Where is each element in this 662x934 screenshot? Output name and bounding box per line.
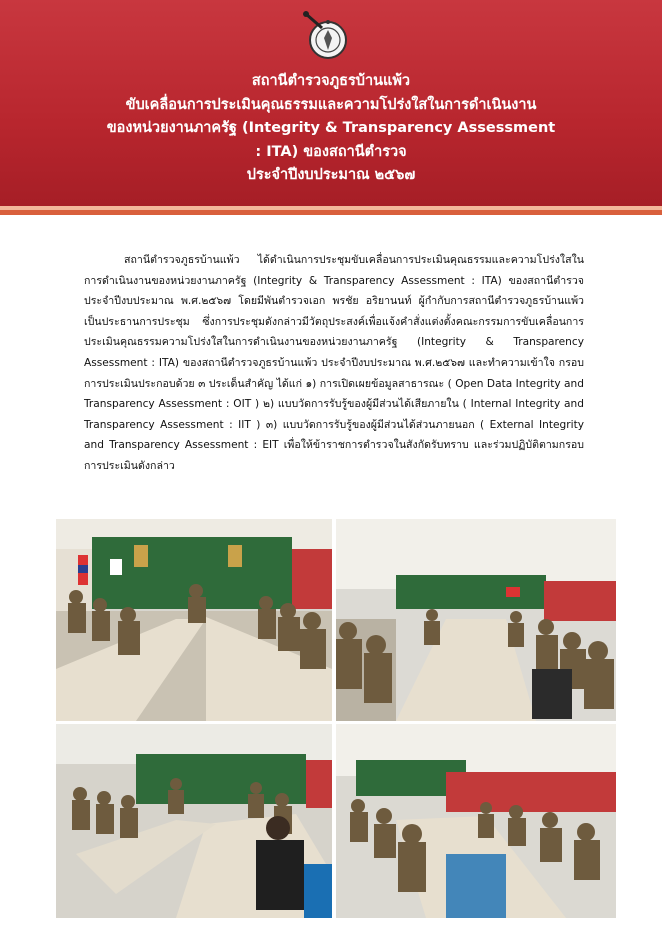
article-paragraph: สถานีตำรวจภูธรบ้านแพ้ว ได้ดำเนินการประชุมขับเคลื่อนการประเมินคุณธรรมและความโปร่งใสในการดำเนินงานของหน่วยงานภาครัฐ (Integrity & Transparency Assessment : ITA) ของสถานีตำรวจประจำปีงบประมาณ พ.ศ.๒๕๖๗ โดยมีพันตำรวจเอก พรชัย อริยานนท์ ผู้กำกับการสถานีตำรวจภูธรบ้านแพ้ว เป็นประธานการประชุม ซึ่งการประชุมดังกล่าวมีวัตถุประสงค์เพื่อแจ้งคำสั่งแต่งตั้งคณะกรรมการขับเคลื่อนการประเมินคุณธรรมความโปร่งใสในการดำเนินงานของหน่วยงานภาครัฐ (Integrity & Transparency Assessment : ITA) ของสถานีตำรวจภูธรบ้านแพ้ว ประจำปีงบประมาณ พ.ศ.๒๕๖๗ และทำความเข้าใจ กรอบการประเมินประกอบด้วย ๓ ประเด็นสำคัญ ได้แก่ ๑) การเปิดเผยข้อมูลสาธารณะ ( Open Data Integrity and Transparency Assessment : OIT ) ๒) แบบวัดการรับรู้ของผู้มีส่วนได้เสียภายใน ( Internal Integrity and Transparency Assessment : IIT ) ๓) แบบวัดการรับรู้ของผู้มีส่วนได้ส่วนภายนอก ( External Integrity and Transparency Assessment : EIT เพื่อให้ข้าราชการตำรวจในสังกัดรับทราบ และร่วมปฏิบัติตามกรอบการประเมินดังกล่าว <box>84 254 584 472</box>
headline-line-1: สถานีตำรวจภูธรบ้านแพ้ว <box>251 73 411 89</box>
headline-line-4: : ITA) ของสถานีตำรวจ <box>255 143 407 160</box>
meeting-photo-top-right <box>336 519 616 721</box>
header-banner <box>0 0 662 206</box>
decorative-band-white <box>0 215 662 218</box>
police-emblem-icon <box>300 8 354 66</box>
headline-line-5: ประจำปีงบประมาณ ๒๕๖๗ <box>246 167 416 183</box>
meeting-photo-bottom-left <box>56 724 332 918</box>
meeting-photo-bottom-right <box>336 724 616 918</box>
headline-line-2: ขับเคลื่อนการประเมินคุณธรรมและความโปร่งใสในการดำเนินงาน <box>125 96 537 113</box>
article-body <box>84 250 584 477</box>
headline-line-3: ของหน่วยงานภาครัฐ (Integrity & Transparency Assessment <box>106 120 556 136</box>
headline <box>0 70 662 188</box>
meeting-photo-top-left <box>56 519 332 721</box>
